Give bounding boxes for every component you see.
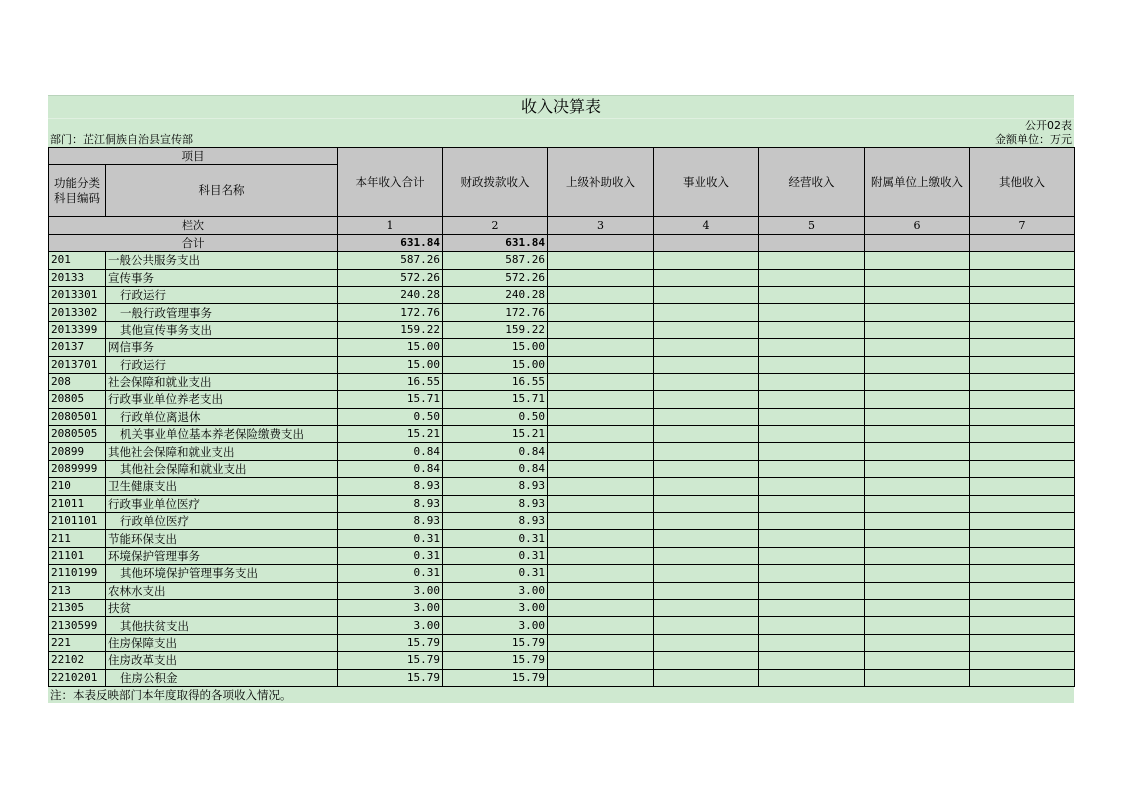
- row-c5: [759, 391, 865, 408]
- total-c4: [654, 234, 759, 251]
- row-c3: [548, 321, 654, 338]
- row-name: 环境保护管理事务: [106, 547, 338, 564]
- row-c6: [865, 443, 970, 460]
- row-c3: [548, 443, 654, 460]
- row-c7: [970, 408, 1075, 425]
- row-c4: [654, 339, 759, 356]
- row-c4: [654, 547, 759, 564]
- header-affiliated-income: 附属单位上缴收入: [865, 148, 970, 217]
- row-c6: [865, 460, 970, 477]
- row-code: 208: [49, 373, 106, 390]
- row-c2: 15.79: [443, 669, 548, 686]
- row-c7: [970, 356, 1075, 373]
- row-c7: [970, 530, 1075, 547]
- header-code: 功能分类科目编码: [49, 165, 106, 217]
- total-c1: 631.84: [338, 234, 443, 251]
- row-code: 2130599: [49, 617, 106, 634]
- total-label: 合计: [49, 234, 338, 251]
- table-row: [49, 547, 1075, 564]
- row-code: 21011: [49, 495, 106, 512]
- row-c4: [654, 582, 759, 599]
- row-c3: [548, 582, 654, 599]
- row-c6: [865, 565, 970, 582]
- row-c7: [970, 321, 1075, 338]
- row-c3: [548, 286, 654, 303]
- row-c1: 8.93: [338, 478, 443, 495]
- row-c6: [865, 495, 970, 512]
- row-c1: 240.28: [338, 286, 443, 303]
- row-code: 21101: [49, 547, 106, 564]
- row-c3: [548, 530, 654, 547]
- row-name: 住房改革支出: [106, 652, 338, 669]
- row-c1: 0.84: [338, 460, 443, 477]
- row-c1: 15.00: [338, 339, 443, 356]
- row-c6: [865, 513, 970, 530]
- row-c1: 3.00: [338, 582, 443, 599]
- row-c4: [654, 634, 759, 651]
- row-code: 2089999: [49, 460, 106, 477]
- row-name: 住房保障支出: [106, 634, 338, 651]
- row-code: 201: [49, 252, 106, 269]
- row-c4: [654, 408, 759, 425]
- row-c5: [759, 599, 865, 616]
- row-c1: 587.26: [338, 252, 443, 269]
- row-name: 网信事务: [106, 339, 338, 356]
- total-row: [49, 234, 1075, 251]
- row-c6: [865, 426, 970, 443]
- table-row: [49, 460, 1075, 477]
- sheet-title: 收入决算表: [48, 95, 1074, 119]
- row-c5: [759, 269, 865, 286]
- table-row: [49, 617, 1075, 634]
- row-c2: 587.26: [443, 252, 548, 269]
- row-c1: 172.76: [338, 304, 443, 321]
- table-row: [49, 652, 1075, 669]
- row-c5: [759, 286, 865, 303]
- total-c6: [865, 234, 970, 251]
- header-operating-income: 经营收入: [759, 148, 865, 217]
- row-c7: [970, 669, 1075, 686]
- row-c1: 15.71: [338, 391, 443, 408]
- row-c7: [970, 269, 1075, 286]
- row-c7: [970, 339, 1075, 356]
- row-c6: [865, 304, 970, 321]
- table-row: [49, 495, 1075, 512]
- table-row: [49, 426, 1075, 443]
- row-code: 21305: [49, 599, 106, 616]
- row-c7: [970, 478, 1075, 495]
- row-c6: [865, 478, 970, 495]
- row-c7: [970, 565, 1075, 582]
- row-c5: [759, 321, 865, 338]
- row-name: 其他环境保护管理事务支出: [106, 565, 338, 582]
- row-code: 2110199: [49, 565, 106, 582]
- row-c2: 240.28: [443, 286, 548, 303]
- row-c5: [759, 565, 865, 582]
- row-c3: [548, 617, 654, 634]
- row-c4: [654, 391, 759, 408]
- row-c4: [654, 669, 759, 686]
- row-c1: 0.31: [338, 565, 443, 582]
- row-c3: [548, 269, 654, 286]
- table-row: [49, 339, 1075, 356]
- row-name: 扶贫: [106, 599, 338, 616]
- row-c1: 8.93: [338, 513, 443, 530]
- row-c1: 15.79: [338, 634, 443, 651]
- row-c7: [970, 373, 1075, 390]
- table-row: [49, 599, 1075, 616]
- row-c4: [654, 269, 759, 286]
- row-c4: [654, 530, 759, 547]
- row-c4: [654, 252, 759, 269]
- row-c5: [759, 652, 865, 669]
- table-row: [49, 269, 1075, 286]
- row-c5: [759, 669, 865, 686]
- row-c5: [759, 495, 865, 512]
- header-fiscal-income: 财政拨款收入: [443, 148, 548, 217]
- row-c6: [865, 286, 970, 303]
- row-c7: [970, 252, 1075, 269]
- row-c6: [865, 582, 970, 599]
- row-name: 行政事业单位养老支出: [106, 391, 338, 408]
- row-c5: [759, 339, 865, 356]
- row-c5: [759, 443, 865, 460]
- table-row: [49, 391, 1075, 408]
- row-c4: [654, 426, 759, 443]
- row-c7: [970, 582, 1075, 599]
- row-name: 其他社会保障和就业支出: [106, 460, 338, 477]
- row-c2: 0.84: [443, 460, 548, 477]
- row-c1: 159.22: [338, 321, 443, 338]
- row-name: 行政事业单位医疗: [106, 495, 338, 512]
- income-table: [48, 147, 1075, 687]
- row-name: 行政单位离退休: [106, 408, 338, 425]
- row-c1: 15.79: [338, 669, 443, 686]
- row-c5: [759, 373, 865, 390]
- row-name: 行政单位医疗: [106, 513, 338, 530]
- column-number: 7: [970, 217, 1075, 234]
- row-code: 20133: [49, 269, 106, 286]
- row-c1: 8.93: [338, 495, 443, 512]
- row-c6: [865, 408, 970, 425]
- row-name: 社会保障和就业支出: [106, 373, 338, 390]
- row-code: 2013399: [49, 321, 106, 338]
- row-c2: 16.55: [443, 373, 548, 390]
- header-total-income: 本年收入合计: [338, 148, 443, 217]
- row-c1: 3.00: [338, 599, 443, 616]
- row-c1: 0.50: [338, 408, 443, 425]
- row-code: 2013302: [49, 304, 106, 321]
- row-c3: [548, 495, 654, 512]
- row-c3: [548, 478, 654, 495]
- row-c1: 15.00: [338, 356, 443, 373]
- row-c5: [759, 617, 865, 634]
- amount-unit-label: 金额单位：万元: [995, 133, 1072, 146]
- row-c7: [970, 286, 1075, 303]
- row-c4: [654, 356, 759, 373]
- row-name: 其他扶贫支出: [106, 617, 338, 634]
- row-c7: [970, 599, 1075, 616]
- row-c7: [970, 617, 1075, 634]
- row-c2: 0.84: [443, 443, 548, 460]
- header-other-income: 其他收入: [970, 148, 1075, 217]
- row-c2: 15.00: [443, 339, 548, 356]
- table-row: [49, 669, 1075, 686]
- row-c6: [865, 339, 970, 356]
- table-row: [49, 634, 1075, 651]
- table-row: [49, 356, 1075, 373]
- row-c6: [865, 652, 970, 669]
- row-c3: [548, 634, 654, 651]
- row-name: 行政运行: [106, 356, 338, 373]
- row-name: 行政运行: [106, 286, 338, 303]
- total-c7: [970, 234, 1075, 251]
- row-c4: [654, 652, 759, 669]
- department-label: 部门：芷江侗族自治县宣传部: [50, 133, 193, 146]
- total-c5: [759, 234, 865, 251]
- row-c2: 15.21: [443, 426, 548, 443]
- row-c1: 0.84: [338, 443, 443, 460]
- row-c4: [654, 617, 759, 634]
- row-c3: [548, 408, 654, 425]
- row-c2: 15.00: [443, 356, 548, 373]
- row-c4: [654, 321, 759, 338]
- row-c3: [548, 356, 654, 373]
- row-c5: [759, 460, 865, 477]
- row-c6: [865, 321, 970, 338]
- row-c2: 0.31: [443, 547, 548, 564]
- row-c6: [865, 669, 970, 686]
- column-number: 6: [865, 217, 970, 234]
- header-superior-subsidy: 上级补助收入: [548, 148, 654, 217]
- table-row: [49, 443, 1075, 460]
- row-name: 其他宣传事务支出: [106, 321, 338, 338]
- row-name: 农林水支出: [106, 582, 338, 599]
- row-c3: [548, 565, 654, 582]
- row-c5: [759, 582, 865, 599]
- row-c7: [970, 652, 1075, 669]
- form-number: 公开02表: [1025, 119, 1072, 132]
- row-c2: 8.93: [443, 513, 548, 530]
- row-name: 机关事业单位基本养老保险缴费支出: [106, 426, 338, 443]
- table-row: [49, 478, 1075, 495]
- row-c2: 15.79: [443, 634, 548, 651]
- table-row: [49, 321, 1075, 338]
- row-code: 20899: [49, 443, 106, 460]
- row-c5: [759, 634, 865, 651]
- row-c4: [654, 599, 759, 616]
- row-c1: 0.31: [338, 547, 443, 564]
- row-c3: [548, 599, 654, 616]
- table-body: [49, 252, 1075, 687]
- income-statement-sheet: [48, 95, 1074, 703]
- row-c3: [548, 426, 654, 443]
- row-name: 一般行政管理事务: [106, 304, 338, 321]
- row-c6: [865, 252, 970, 269]
- row-c4: [654, 495, 759, 512]
- row-c1: 572.26: [338, 269, 443, 286]
- row-c7: [970, 460, 1075, 477]
- row-c1: 15.21: [338, 426, 443, 443]
- row-c5: [759, 547, 865, 564]
- row-c5: [759, 408, 865, 425]
- table-row: [49, 530, 1075, 547]
- form-number-row: [48, 119, 1074, 133]
- row-code: 210: [49, 478, 106, 495]
- row-name: 卫生健康支出: [106, 478, 338, 495]
- row-c2: 0.31: [443, 530, 548, 547]
- row-c5: [759, 252, 865, 269]
- row-c3: [548, 547, 654, 564]
- row-c2: 8.93: [443, 495, 548, 512]
- row-c2: 15.71: [443, 391, 548, 408]
- row-c3: [548, 460, 654, 477]
- row-code: 213: [49, 582, 106, 599]
- row-c5: [759, 356, 865, 373]
- row-c7: [970, 513, 1075, 530]
- row-code: 2080505: [49, 426, 106, 443]
- row-c4: [654, 373, 759, 390]
- row-c2: 172.76: [443, 304, 548, 321]
- row-c4: [654, 304, 759, 321]
- table-row: [49, 373, 1075, 390]
- row-c3: [548, 304, 654, 321]
- row-c2: 8.93: [443, 478, 548, 495]
- row-c2: 3.00: [443, 617, 548, 634]
- row-code: 2013301: [49, 286, 106, 303]
- row-c6: [865, 634, 970, 651]
- table-row: [49, 304, 1075, 321]
- row-c1: 3.00: [338, 617, 443, 634]
- row-c3: [548, 252, 654, 269]
- row-code: 211: [49, 530, 106, 547]
- row-code: 20137: [49, 339, 106, 356]
- row-c1: 0.31: [338, 530, 443, 547]
- row-c3: [548, 513, 654, 530]
- row-c7: [970, 495, 1075, 512]
- row-c3: [548, 373, 654, 390]
- row-c6: [865, 599, 970, 616]
- row-c4: [654, 478, 759, 495]
- row-c7: [970, 304, 1075, 321]
- row-c2: 572.26: [443, 269, 548, 286]
- row-c3: [548, 669, 654, 686]
- column-number: 3: [548, 217, 654, 234]
- row-c4: [654, 565, 759, 582]
- row-code: 2080501: [49, 408, 106, 425]
- row-c4: [654, 443, 759, 460]
- table-row: [49, 286, 1075, 303]
- row-c5: [759, 530, 865, 547]
- total-c3: [548, 234, 654, 251]
- row-code: 20805: [49, 391, 106, 408]
- row-c6: [865, 269, 970, 286]
- row-c2: 0.31: [443, 565, 548, 582]
- row-code: 221: [49, 634, 106, 651]
- row-name: 其他社会保障和就业支出: [106, 443, 338, 460]
- row-c2: 15.79: [443, 652, 548, 669]
- column-number-row: [49, 217, 1075, 234]
- row-c7: [970, 443, 1075, 460]
- column-number: 4: [654, 217, 759, 234]
- row-name: 一般公共服务支出: [106, 252, 338, 269]
- table-row: [49, 582, 1075, 599]
- row-name: 住房公积金: [106, 669, 338, 686]
- row-c6: [865, 617, 970, 634]
- row-c6: [865, 391, 970, 408]
- dept-unit-row: [48, 133, 1074, 147]
- row-c7: [970, 426, 1075, 443]
- header-name: 科目名称: [106, 165, 338, 217]
- row-c3: [548, 339, 654, 356]
- row-c2: 3.00: [443, 582, 548, 599]
- header-project: 项目: [49, 148, 338, 165]
- row-name: 节能环保支出: [106, 530, 338, 547]
- column-number: 2: [443, 217, 548, 234]
- row-c2: 3.00: [443, 599, 548, 616]
- row-code: 22102: [49, 652, 106, 669]
- row-name: 宣传事务: [106, 269, 338, 286]
- total-c2: 631.84: [443, 234, 548, 251]
- row-c4: [654, 513, 759, 530]
- row-code: 2013701: [49, 356, 106, 373]
- row-c6: [865, 530, 970, 547]
- row-c4: [654, 460, 759, 477]
- row-c5: [759, 304, 865, 321]
- row-c5: [759, 513, 865, 530]
- row-code: 2101101: [49, 513, 106, 530]
- row-c7: [970, 391, 1075, 408]
- column-number: 1: [338, 217, 443, 234]
- table-row: [49, 408, 1075, 425]
- table-row: [49, 252, 1075, 269]
- table-note: 注：本表反映部门本年度取得的各项收入情况。: [50, 687, 292, 702]
- row-c5: [759, 426, 865, 443]
- row-c4: [654, 286, 759, 303]
- row-c5: [759, 478, 865, 495]
- row-c6: [865, 547, 970, 564]
- table-row: [49, 513, 1075, 530]
- row-c1: 16.55: [338, 373, 443, 390]
- row-code: 2210201: [49, 669, 106, 686]
- table-row: [49, 565, 1075, 582]
- row-c3: [548, 391, 654, 408]
- row-c6: [865, 373, 970, 390]
- row-c6: [865, 356, 970, 373]
- row-c1: 15.79: [338, 652, 443, 669]
- row-label: 栏次: [49, 217, 338, 234]
- row-c2: 0.50: [443, 408, 548, 425]
- row-c7: [970, 634, 1075, 651]
- row-c2: 159.22: [443, 321, 548, 338]
- column-number: 5: [759, 217, 865, 234]
- row-c7: [970, 547, 1075, 564]
- row-c3: [548, 652, 654, 669]
- header-business-income: 事业收入: [654, 148, 759, 217]
